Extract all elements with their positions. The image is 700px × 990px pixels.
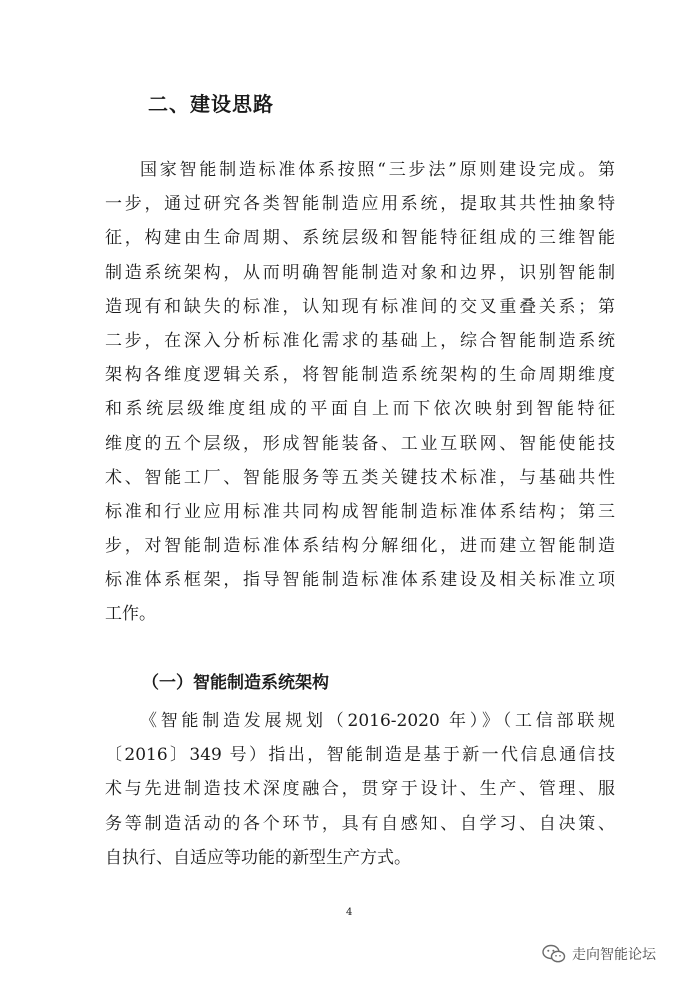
- watermark-text: 走向智能论坛: [572, 947, 656, 963]
- paragraph-line: 术、智能工厂、智能服务等五类关键技术标准，与基础共性: [105, 467, 615, 488]
- paragraph-2: [105, 704, 615, 875]
- paragraph-line: 〔2016〕349 号）指出，智能制造是基于新一代信息通信技: [105, 745, 615, 766]
- paragraph-line: 术与先进制造技术深度融合，贯穿于设计、生产、管理、服: [105, 779, 615, 800]
- paragraph-line: 维度的五个层级，形成智能装备、工业互联网、智能使能技: [105, 433, 615, 454]
- watermark: [542, 944, 656, 964]
- paragraph-line: 自执行、自适应等功能的新型生产方式。: [105, 847, 411, 868]
- paragraph-line: 标准和行业应用标准共同构成智能制造标准体系结构；第三: [105, 501, 615, 522]
- paragraph-line: 国家智能制造标准体系按照“三步法”原则建设完成。第: [140, 160, 615, 180]
- paragraph-line: 和系统层级维度组成的平面自上而下依次映射到智能特征: [105, 399, 615, 420]
- page-number: 4: [346, 907, 353, 918]
- subsection-heading: （一）智能制造系统架构: [142, 673, 329, 693]
- paragraph-1: [105, 153, 615, 632]
- paragraph-line: 一步，通过研究各类智能制造应用系统，提取其共性抽象特: [105, 194, 615, 215]
- paragraph-line: 征，构建由生命周期、系统层级和智能特征组成的三维智能: [105, 228, 615, 249]
- paragraph-line: 标准体系框架，指导智能制造标准体系建设及相关标准立项: [105, 570, 615, 591]
- paragraph-line: 工作。: [105, 604, 156, 625]
- section-heading: 二、建设思路: [148, 92, 274, 116]
- paragraph-line: 造现有和缺失的标准，认知现有标准间的交叉重叠关系；第: [105, 296, 615, 317]
- paragraph-line: 《智能制造发展规划（2016-2020 年）》（工信部联规: [140, 711, 615, 731]
- paragraph-line: 架构各维度逻辑关系，将智能制造系统架构的生命周期维度: [105, 365, 615, 386]
- paragraph-line: 制造系统架构，从而明确智能制造对象和边界，识别智能制: [105, 262, 615, 283]
- paragraph-line: 步，对智能制造标准体系结构分解细化，进而建立智能制造: [105, 536, 615, 557]
- paragraph-line: 二步，在深入分析标准化需求的基础上，综合智能制造系统: [105, 330, 615, 351]
- paragraph-line: 务等制造活动的各个环节，具有自感知、自学习、自决策、: [105, 813, 615, 834]
- wechat-icon: [542, 944, 566, 964]
